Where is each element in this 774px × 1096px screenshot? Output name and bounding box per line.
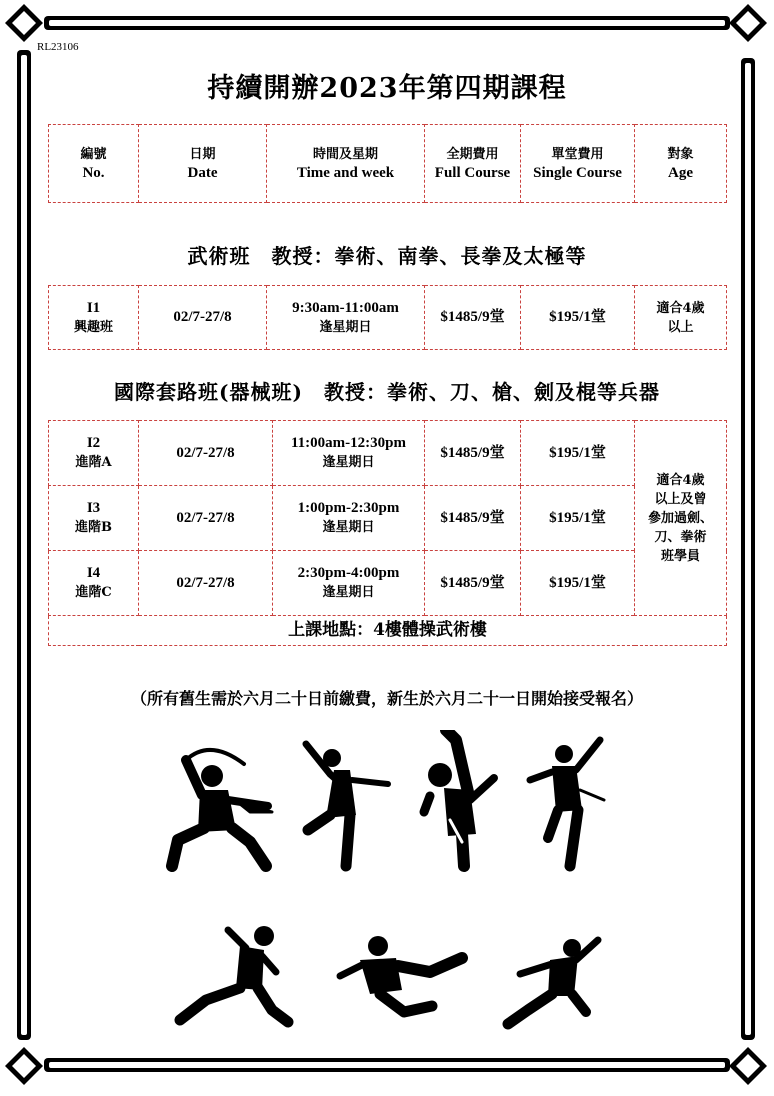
course-time: 11:00am-12:30pm 逢星期日 <box>273 421 425 486</box>
course-full-fee: $1485/9堂 <box>425 421 521 486</box>
high-kick-fighter-icon <box>424 730 494 866</box>
corner-diamond-icon <box>728 1046 768 1086</box>
fighter-stance-icon <box>306 744 388 866</box>
course-time: 1:00pm-2:30pm 逢星期日 <box>273 486 425 551</box>
course-full-fee: $1485/9堂 <box>425 551 521 616</box>
location-cell <box>49 616 727 646</box>
course-code: I1 興趣班 <box>49 286 139 350</box>
header-full-course: 全期費用 Full Course <box>425 125 521 203</box>
section2-table <box>48 420 727 646</box>
table-row <box>49 551 727 616</box>
low-stance-fighter-icon <box>180 926 288 1022</box>
header-age: 對象 Age <box>635 125 727 203</box>
header-date: 日期 Date <box>139 125 267 203</box>
course-date: 02/7-27/8 <box>139 551 273 616</box>
table-row <box>49 286 727 350</box>
course-full-fee: $1485/9堂 <box>425 286 521 350</box>
course-code: I3 進階B <box>49 486 139 551</box>
section2-heading: 國際套路班(器械班) 教授：拳術、刀、槍、劍及棍等兵器 <box>114 380 660 404</box>
registration-note: （所有舊生需於六月二十日前繳費，新生於六月二十一日開始接受報名） <box>130 689 643 708</box>
header-no: 編號 No. <box>49 125 139 203</box>
table-row <box>49 421 727 486</box>
header-table <box>48 124 727 203</box>
location-text: 上課地點：4樓體操武術樓 <box>288 620 487 640</box>
course-single-fee: $195/1堂 <box>521 286 635 350</box>
course-age: 適合4歲 以上 <box>635 286 727 350</box>
section1-table <box>48 285 727 350</box>
course-code: I4 進階C <box>49 551 139 616</box>
header-single-course: 單堂費用 Single Course <box>521 125 635 203</box>
flying-kick-fighter-icon <box>340 936 462 1012</box>
header-time: 時間及星期 Time and week <box>267 125 425 203</box>
course-code: I2 進階A <box>49 421 139 486</box>
course-date: 02/7-27/8 <box>139 421 273 486</box>
course-date: 02/7-27/8 <box>139 486 273 551</box>
martial-arts-silhouettes <box>0 730 774 1050</box>
section1-heading: 武術班 教授：拳術、南拳、長拳及太極等 <box>187 244 587 268</box>
document-code: RL23106 <box>37 41 79 53</box>
crane-stance-fighter-icon <box>530 740 604 866</box>
table-row <box>49 486 727 551</box>
corner-diamond-icon <box>4 1046 44 1086</box>
course-time: 9:30am-11:00am 逢星期日 <box>267 286 425 350</box>
sweep-stance-fighter-icon <box>508 939 598 1024</box>
page-title: 持續開辦2023年第四期課程 <box>207 73 567 104</box>
corner-diamond-icon <box>4 3 44 43</box>
course-date: 02/7-27/8 <box>139 286 267 350</box>
course-age: 適合4歲 以上及曾 參加過劍、 刀、拳術 班學員 <box>635 421 727 616</box>
course-single-fee: $195/1堂 <box>521 486 635 551</box>
corner-diamond-icon <box>728 3 768 43</box>
course-single-fee: $195/1堂 <box>521 421 635 486</box>
frame-top-bar <box>44 16 730 30</box>
course-single-fee: $195/1堂 <box>521 551 635 616</box>
course-full-fee: $1485/9堂 <box>425 486 521 551</box>
frame-bottom-bar <box>44 1058 730 1072</box>
course-time: 2:30pm-4:00pm 逢星期日 <box>273 551 425 616</box>
saber-fighter-icon <box>172 750 272 866</box>
